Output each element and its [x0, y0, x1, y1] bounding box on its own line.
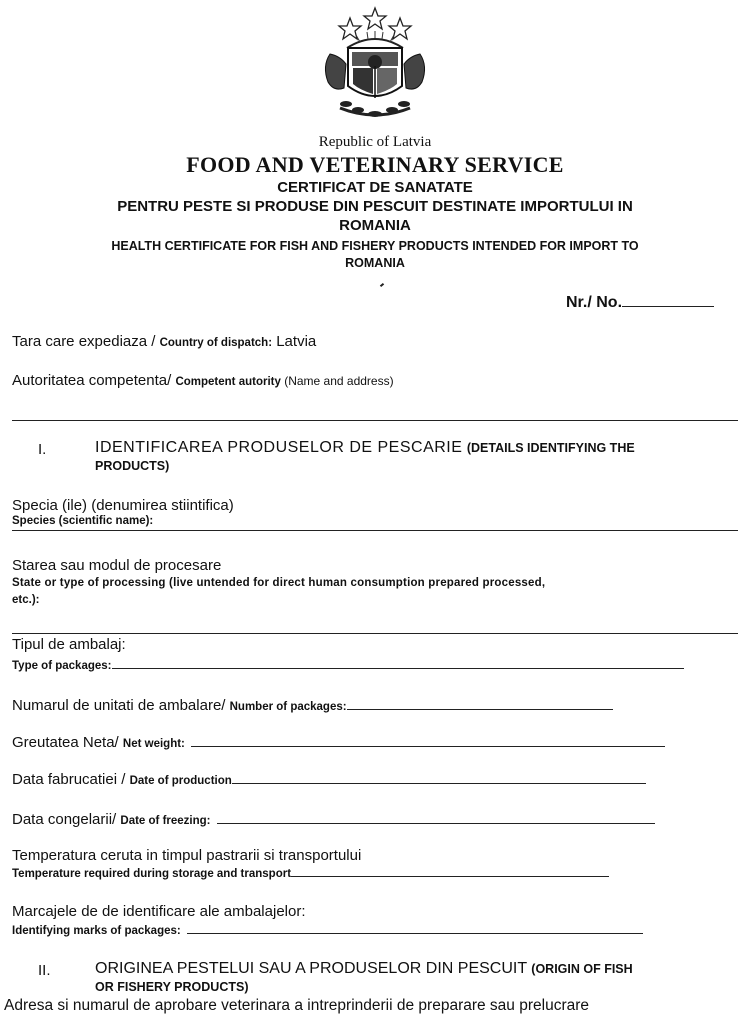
dispatch-row — [12, 333, 316, 350]
dispatch-value: Latvia — [272, 333, 317, 350]
temperature-label-en: Temperature required during storage and transport — [12, 868, 292, 880]
certificate-title-en-line1: HEALTH CERTIFICATE FOR FISH AND FISHERY PRODUCTS INTENDED FOR IMPORT TO — [111, 239, 639, 253]
certificate-title-ro-line1: CERTIFICAT DE SANATATE — [277, 179, 473, 196]
production-label-ro: Data fabrucatiei / — [12, 771, 130, 788]
section2-heading — [95, 960, 740, 978]
species-field-line[interactable] — [12, 530, 738, 531]
section1-title-en-a: (DETAILS IDENTIFYING THE — [466, 441, 635, 455]
certificate-number-label: Nr./ No. — [566, 294, 623, 311]
marks-label-ro: Marcajele de de identificare ale ambalajelor: — [12, 903, 306, 920]
production-field[interactable] — [232, 772, 646, 784]
section1-heading — [95, 439, 740, 457]
units-label-ro: Numarul de unitati de ambalare/ — [12, 697, 230, 714]
service-title: FOOD AND VETERINARY SERVICE — [186, 152, 564, 177]
section1-title-en-b: PRODUCTS) — [95, 459, 170, 473]
freezing-label-en: Date of freezing: — [120, 815, 211, 827]
dispatch-label-en: Country of dispatch: — [159, 337, 273, 349]
units-field[interactable] — [347, 698, 613, 710]
authority-row — [12, 372, 394, 389]
section2-title-ro: ORIGINEA PESTELUI SAU A PRODUSELOR DIN PESCUIT — [95, 960, 527, 977]
weight-row — [12, 734, 665, 751]
species-label-ro: Specia (ile) (denumirea stiintifica) — [12, 497, 234, 514]
certificate-number-field[interactable] — [622, 295, 714, 307]
temperature-label-ro: Temperatura ceruta in timpul pastrarii si transportului — [12, 847, 362, 864]
authority-label-en: Competent autority — [175, 376, 281, 388]
state-field-line[interactable] — [12, 633, 738, 634]
freezing-label-ro: Data congelarii/ — [12, 811, 121, 828]
weight-label-en: Net weight: — [122, 738, 185, 750]
authority-note: (Name and address) — [280, 374, 394, 388]
package-type-label-ro: Tipul de ambalaj: — [12, 636, 126, 653]
section2-address-label: Adresa si numarul de aprobare veterinara a intreprinderii de preparare sau prelucrare — [4, 997, 590, 1014]
scan-mark — [380, 283, 384, 287]
production-label-en: Date of production — [129, 775, 232, 787]
freezing-field[interactable] — [217, 812, 655, 824]
marks-label-en: Identifying marks of packages: — [12, 925, 181, 937]
section2-title-en-a: (ORIGIN OF FISH — [531, 962, 633, 976]
certificate-title-ro-line2: PENTRU PESTE SI PRODUSE DIN PESCUIT DESTINATE IMPORTULUI IN — [117, 198, 633, 215]
production-row — [12, 771, 646, 788]
marks-field[interactable] — [187, 922, 643, 934]
section1-title-ro: IDENTIFICAREA PRODUSELOR DE PESCARIE — [95, 439, 463, 456]
package-type-field[interactable] — [112, 657, 684, 669]
units-row — [12, 697, 613, 714]
package-type-row — [12, 656, 684, 674]
state-label-ro: Starea sau modul de procesare — [12, 557, 222, 574]
temperature-field[interactable] — [291, 865, 609, 877]
weight-field[interactable] — [191, 735, 665, 747]
country-name: Republic of Latvia — [318, 134, 432, 150]
section1-number: I. — [38, 441, 47, 458]
dispatch-label-ro: Tara care expediaza / — [12, 333, 160, 350]
state-label-en-line1: State or type of processing (live untended for direct human consumption prepared processed, — [12, 577, 546, 589]
package-type-label-en: Type of packages: — [12, 660, 112, 672]
species-label-en: Species (scientific name): — [12, 515, 154, 527]
certificate-title-ro-line3: ROMANIA — [339, 217, 411, 234]
coat-of-arms-emblem — [300, 4, 450, 124]
certificate-title-en-line2: ROMANIA — [345, 256, 405, 270]
section2-title-en-b: OR FISHERY PRODUCTS) — [95, 980, 249, 994]
certificate-number — [566, 294, 714, 312]
weight-label-ro: Greutatea Neta/ — [12, 734, 123, 751]
section2-number: II. — [38, 962, 51, 979]
temperature-row — [12, 864, 609, 882]
state-label-en-line2: etc.): — [12, 594, 40, 606]
units-label-en: Number of packages: — [229, 701, 347, 713]
authority-label-ro: Autoritatea competenta/ — [12, 372, 176, 389]
authority-field-line[interactable] — [12, 420, 738, 421]
marks-row — [12, 921, 643, 939]
freezing-row — [12, 811, 655, 828]
